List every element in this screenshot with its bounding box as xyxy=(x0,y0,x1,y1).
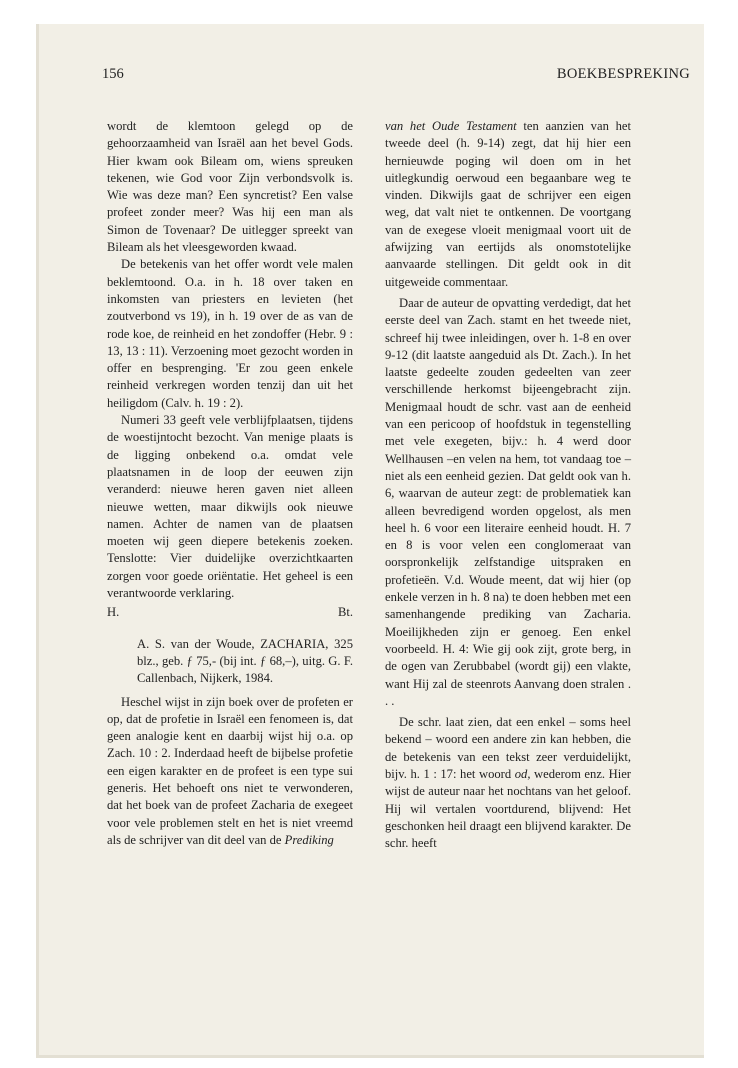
paragraph xyxy=(107,694,353,850)
paragraph-text: wederom enz. Hier wijst de auteur naar het nochtans van het geloof. Hij wil vertalen voortdurend, blijvend: Het geschonken heil draagt een blijvend karakter. De schr. heeft xyxy=(385,766,631,851)
section-title: BOEKBESPREKING xyxy=(556,66,690,82)
paragraph-text: Heschel wijst in zijn boek over de profeten er op, dat de profetie in Israël een fenomeen is, dat geen analogie kent en daarbij wijst hij o.a. op Zach. 10 : 2. Inderdaad heeft de bijbelse profetie een eigen karakter en de profeet is een type sui generis. Het behoeft ons niet te verwonderen, dat het boek van de profeet Zacharia de exegeet voor vele problemen stelt en het is niet vreemd als de schrijver van dit deel van de xyxy=(107,694,353,847)
left-column xyxy=(107,118,353,849)
right-column xyxy=(385,118,631,852)
italic-title: Prediking xyxy=(284,832,334,847)
signature-left: H. xyxy=(107,605,120,620)
page-number: 156 xyxy=(102,66,124,82)
paragraph: De betekenis van het offer wordt vele malen beklemtoond. O.a. in h. 18 over taken en inkomsten van priesters en levieten (het zoutverbond vs 19), in h. 19 over de as van de rode koe, de reinheid en het zondoffer (Hebr. 9 : 13, 13 : 11). Verzoening moet gezocht worden in offer en besprenging. 'Er zou geen enkele reinheid verkregen worden tenzij dan uit het heiligdom (Calv. h. 19 : 2). xyxy=(107,257,353,410)
scan-edge xyxy=(36,1055,704,1058)
signature-right: Bt. xyxy=(337,605,353,620)
reviewer-signature xyxy=(107,604,353,621)
paragraph xyxy=(385,118,631,291)
paragraph: Daar de auteur de opvatting verdedigt, dat het eerste deel van Zach. stamt en het tweede niet, schreef hij twee inleidingen, over h. 1-8 en over 9-12 (dit laatste aangeduid als Dt. Zach.). In het laatste gedeelte zouden gedeelten van zeer verschillende herkomst bijeengebracht zijn. Menigmaal houdt de schr. vast aan de eenheid van een pericoop of hoofdstuk in tegenstelling met vele exegeten, bijv.: h. 4 werd door Wellhausen –en velen na hem, tot vandaag toe – niet als een eenheid gezien. Dat geldt ook van h. 6, waarvan de auteur zegt: de problematiek kan alleen bevredigend worden opgelost, als men heel h. 6 voor een literaire eenheid houdt. H. 7 en 8 is voor velen een conglomeraat van oorspronkelijk zelfstandige uitspraken en profetieën. V.d. Woude meent, dat wij hier (op enkele verzen in h. 8 na) te doen hebben met een samenhangende prediking van Zacharia. Moeilijkheden zijn er genoeg. Een enkel voorbeeld. H. 4: Wie gij ook zijt, grote berg, in de ogen van Zerubbabel (wordt gij) een vlakte, want Hij zal de steenrots Aanvang doen stralen . . . xyxy=(385,295,631,708)
scan-edge xyxy=(36,24,39,1058)
paragraph-text: De schr. laat zien, dat een enkel – soms heel bekend – woord een andere zin kan hebben, die de betekenis van een tekst zeer verduidelijkt, bijv. h. 1 : 17: het woord xyxy=(385,715,631,781)
italic-title: van het Oude Testament xyxy=(385,119,517,133)
italic-word: od, xyxy=(514,766,531,781)
paragraph-text: ten aanzien van het tweede deel (h. 9-14) zegt, dat hij hier een hernieuwde poging wil doen om in het uitlegkundig oerwoud een begaanbare weg te vinden. Dikwijls gaat de schrijver een eigen weg, dat valt niet te ontkennen. De voortgang van de exegese vloeit menigmaal voort uit de afwijzing van eertijds als onomstotelijke aanvaarde stellingen. Dit geldt ook in dit uitgeweide commentaar. xyxy=(385,119,631,289)
paragraph: Numeri 33 geeft vele verblijfplaatsen, tijdens de woestijntocht bezocht. Van menige plaats is de ligging onbekend o.a. omdat vele plaatsnamen in de loop der eeuwen zijn veranderd: nieuwe heren gaven niet alleen nieuwe wetten, maar dikwijls ook nieuwe namen. Achter de namen van de plaatsen moeten wij geen diepere betekenis zoeken. Tenslotte: Vier duidelijke overzichtkaarten zorgen voor goede oriëntatie. Het geheel is een verantwoorde verklaring. xyxy=(107,413,353,601)
paragraph xyxy=(385,714,631,852)
bibliographic-entry: A. S. van der Woude, ZACHARIA, 325 blz., geb. ƒ 75,- (bij int. ƒ 68,–), uitg. G. F. Callenbach, Nijkerk, 1984. xyxy=(137,636,353,686)
paragraph: wordt de klemtoon gelegd op de gehoorzaamheid van Israël aan het bevel Gods. Hier kwam ook Bileam om, wiens spreuken tekenen, wie God voor Zijn verbondsvolk is. Wie was deze man? Een syncretist? Een valse profeet zonder meer? Was hij een man als Simon de Tovenaar? De uitlegger spreekt van Bileam als het vleesgeworden kwaad. xyxy=(107,119,353,255)
